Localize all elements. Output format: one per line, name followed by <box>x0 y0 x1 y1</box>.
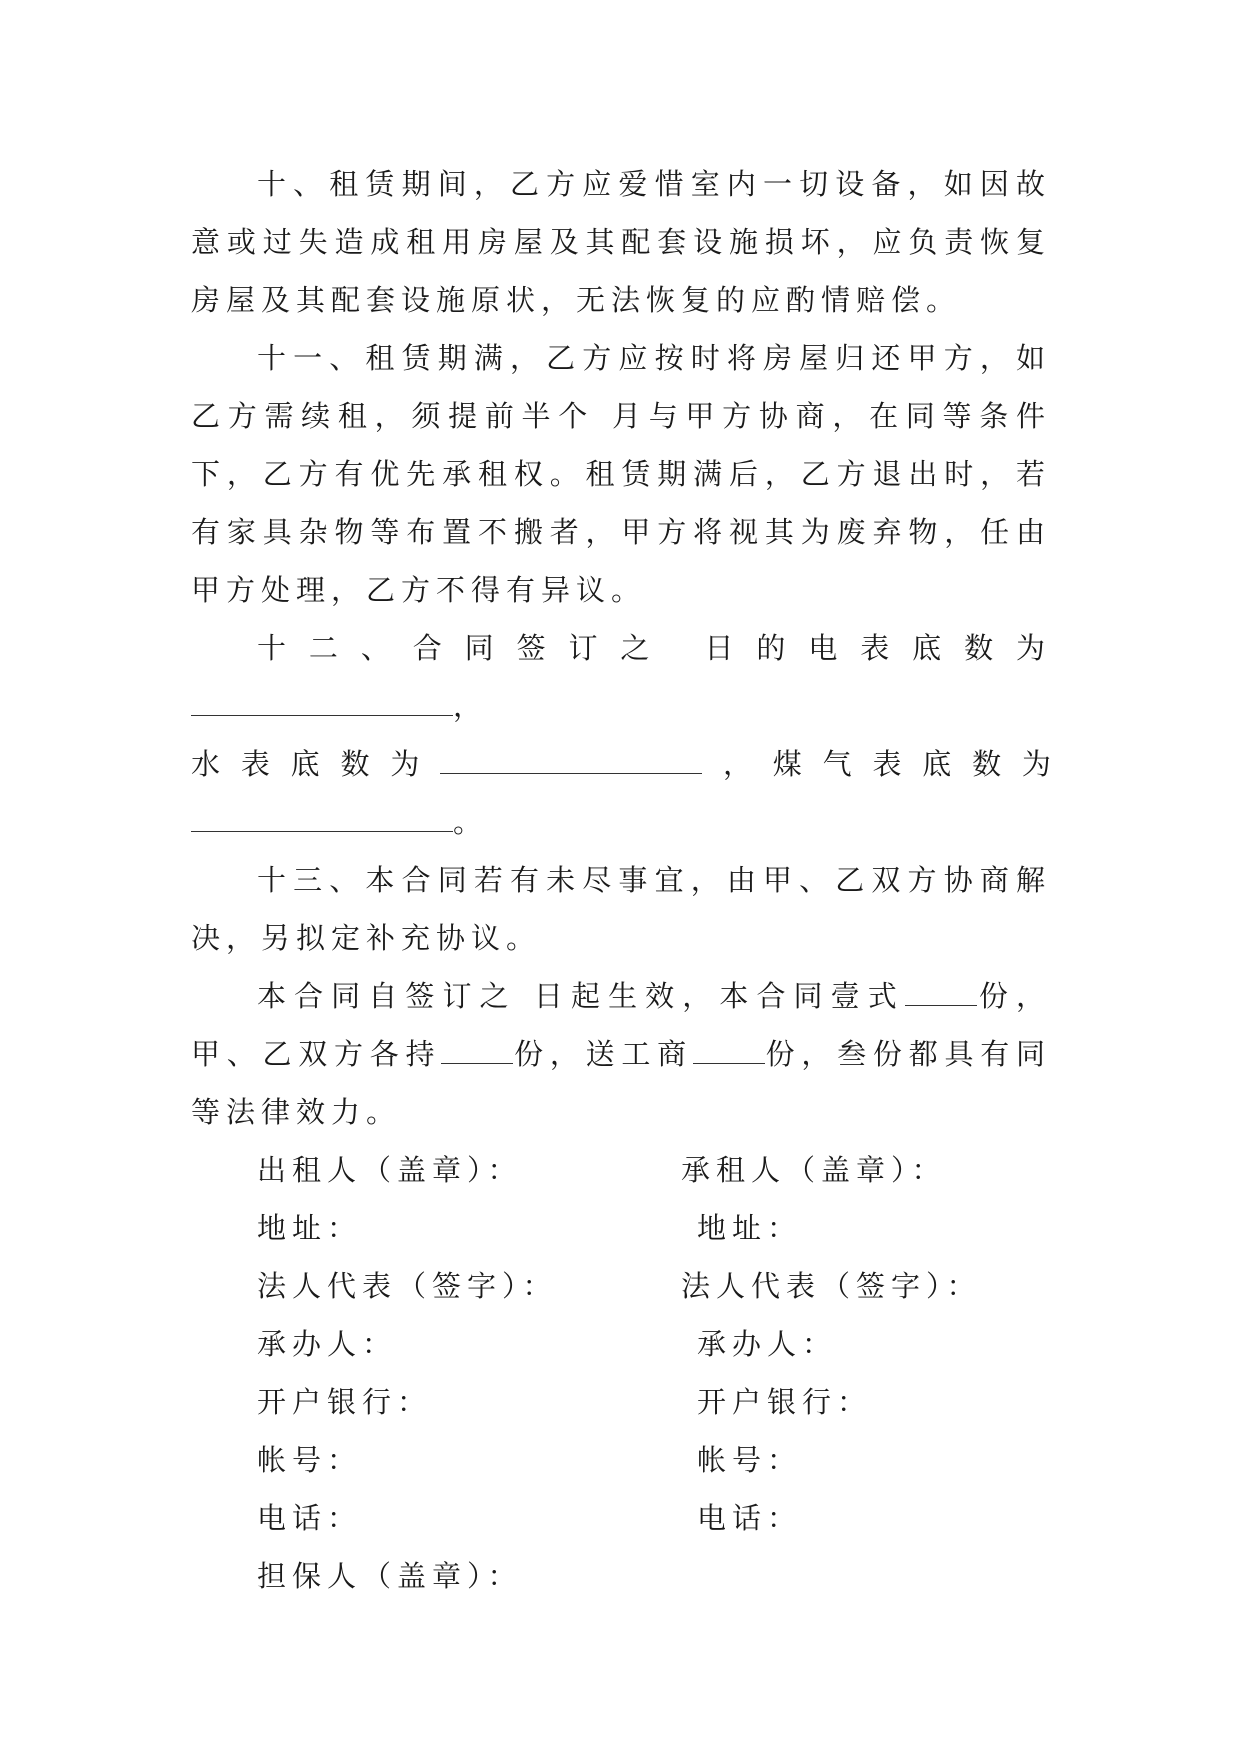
lessor-handler: 承办人： <box>257 1327 398 1361</box>
lessee-phone: 电话： <box>697 1501 803 1535</box>
effect-text-3: 份，送工商 <box>513 1037 693 1071</box>
lessee-legal-rep: 法人代表（签字）： <box>681 1269 982 1303</box>
guarantor-seal: 担保人（盖章）： <box>257 1559 523 1593</box>
water-char: 为 <box>390 747 420 781</box>
clause-12 <box>191 619 1051 735</box>
gas-char: 底 <box>922 747 952 781</box>
lessee-address: 地址： <box>697 1211 803 1245</box>
gas-char: 煤 <box>772 747 802 781</box>
gas-meter-line <box>191 793 1051 851</box>
contract-page <box>191 155 1051 1605</box>
clause-12-text: 十二、合同签订之 日的电表底数为 <box>257 631 1051 665</box>
empty-cell <box>681 1547 1051 1605</box>
lessee-account: 帐号： <box>697 1443 803 1477</box>
lessee-seal: 承租人（盖章）： <box>681 1153 947 1187</box>
lessor-bank: 开户银行： <box>257 1385 433 1419</box>
water-char: 底 <box>290 747 320 781</box>
water-char: 表 <box>240 747 270 781</box>
lessor-account: 帐号： <box>257 1443 363 1477</box>
electric-meter-blank <box>191 691 453 716</box>
signature-row <box>191 1257 1051 1315</box>
effect-text-2: 份，甲、乙双方各持 <box>191 979 1051 1071</box>
lessor-legal-rep: 法人代表（签字）： <box>257 1269 558 1303</box>
effect-text-1: 本合同自签订之 日起生效，本合同壹式 <box>257 979 905 1013</box>
signature-row <box>191 1141 1051 1199</box>
copies-blank <box>905 981 977 1006</box>
clause-12-meter-line <box>191 735 1051 793</box>
gas-char: 数 <box>972 747 1002 781</box>
comma: ， <box>722 747 752 781</box>
signature-block <box>191 1141 1051 1605</box>
signature-row <box>191 1373 1051 1431</box>
signature-row <box>191 1431 1051 1489</box>
effect-clause <box>191 967 1051 1141</box>
gas-char: 为 <box>1021 747 1051 781</box>
signature-row <box>191 1489 1051 1547</box>
lessor-phone: 电话： <box>257 1501 363 1535</box>
signature-row <box>191 1199 1051 1257</box>
effect-text-4: 份，叁份都具有同等法律效力。 <box>191 1037 1051 1129</box>
clause-10: 十、租赁期间，乙方应爱惜室内一切设备，如因故意或过失造成租用房屋及其配套设施损坏，应负责恢复房屋及其配套设施原状，无法恢复的应酌情赔偿。 <box>191 167 1051 317</box>
signature-row <box>191 1315 1051 1373</box>
gas-char: 气 <box>822 747 852 781</box>
period: 。 <box>453 805 489 839</box>
lessor-seal: 出租人（盖章）： <box>257 1153 523 1187</box>
water-char: 数 <box>340 747 370 781</box>
lessor-address: 地址： <box>257 1211 363 1245</box>
water-meter-blank <box>440 749 702 774</box>
commerce-blank <box>693 1039 765 1064</box>
gas-char: 表 <box>872 747 902 781</box>
clause-12-comma: ， <box>453 689 489 723</box>
clause-11: 十一、租赁期满，乙方应按时将房屋归还甲方，如乙方需续租，须提前半个 月与甲方协商，在同等条件下，乙方有优先承租权。租赁期满后，乙方退出时，若有家具杂物等布置不搬者，甲方将视其为废弃物，任由甲方处理，乙方不得有异议。 <box>191 341 1051 607</box>
clause-13: 十三、本合同若有未尽事宜，由甲、乙双方协商解决，另拟定补充协议。 <box>191 863 1051 955</box>
each-party-blank <box>441 1039 513 1064</box>
gas-meter-blank <box>191 807 453 832</box>
signature-row <box>191 1547 1051 1605</box>
lessee-bank: 开户银行： <box>697 1385 873 1419</box>
lessee-handler: 承办人： <box>697 1327 838 1361</box>
water-char: 水 <box>191 747 221 781</box>
